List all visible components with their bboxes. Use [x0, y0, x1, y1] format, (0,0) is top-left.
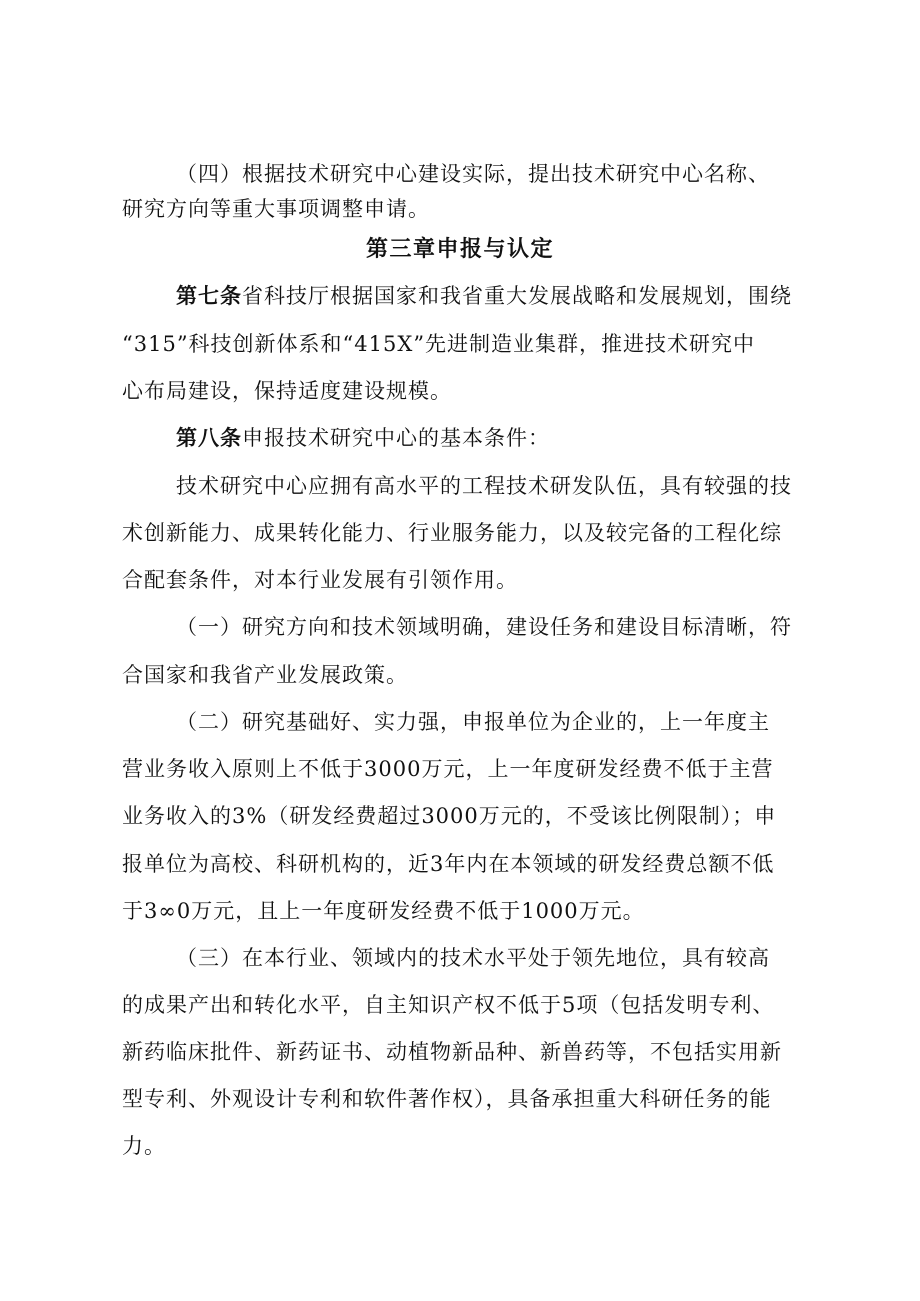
chapter-title: 第三章申报与认定 [365, 236, 554, 262]
article-7-label: 第七条 [176, 283, 242, 308]
article-7-line-2: “315”科技创新体系和“415X”先进制造业集群，推进技术研究中 [122, 332, 756, 356]
intro-line-2: 术创新能力、成果转化能力、行业服务能力，以及较完备的工程化综 [122, 521, 782, 545]
item-3-line-2: 的成果产出和转化水平，自主知识产权不低于5项（包括发明专利、 [122, 993, 775, 1017]
item-2-line-4: 报单位为高校、科研机构的，近3年内在本领域的研发经费总额不低 [122, 852, 775, 876]
para4-line-2: 研究方向等重大事项调整申请。 [122, 197, 430, 221]
item-1-line-1: （一）研究方向和技术领域明确，建设任务和建设目标清晰，符 [176, 615, 792, 639]
article-8-text-1: 申报技术研究中心的基本条件： [242, 426, 550, 450]
item-2-line-5: 于3∞0万元，且上一年度研发经费不低于1000万元。 [122, 899, 645, 923]
article-8-line-1 [176, 414, 550, 462]
article-7-line-1 [176, 272, 792, 320]
item-3-line-1: （三）在本行业、领域内的技术水平处于领先地位，具有较高 [176, 946, 770, 970]
article-7-line-3: 心布局建设，保持适度建设规模。 [122, 379, 452, 403]
para4-line-1: （四）根据技术研究中心建设实际，提出技术研究中心名称、 [176, 162, 770, 186]
item-2-line-2: 营业务收入原则上不低于3000万元，上一年度研发经费不低于主营 [122, 757, 774, 781]
item-3-line-3: 新药临床批件、新药证书、动植物新品种、新兽药等，不包括实用新 [122, 1040, 782, 1064]
intro-line-3: 合配套条件，对本行业发展有引领作用。 [122, 568, 518, 592]
item-1-line-2: 合国家和我省产业发展政策。 [122, 663, 408, 687]
article-7-text-1: 省科技厅根据国家和我省重大发展战略和发展规划，围绕 [242, 284, 792, 308]
item-2-line-3: 业务收入的3%（研发经费超过3000万元的，不受该比例限制）；申 [122, 804, 777, 828]
intro-line-1: 技术研究中心应拥有高水平的工程技术研发队伍，具有较强的技 [176, 474, 792, 498]
item-3-line-5: 力。 [122, 1134, 166, 1158]
item-3-line-4: 型专利、外观设计专利和软件著作权），具备承担重大科研任务的能 [122, 1087, 772, 1111]
item-2-line-1: （二）研究基础好、实力强，申报单位为企业的，上一年度主 [176, 710, 770, 734]
article-8-label: 第八条 [176, 425, 242, 450]
